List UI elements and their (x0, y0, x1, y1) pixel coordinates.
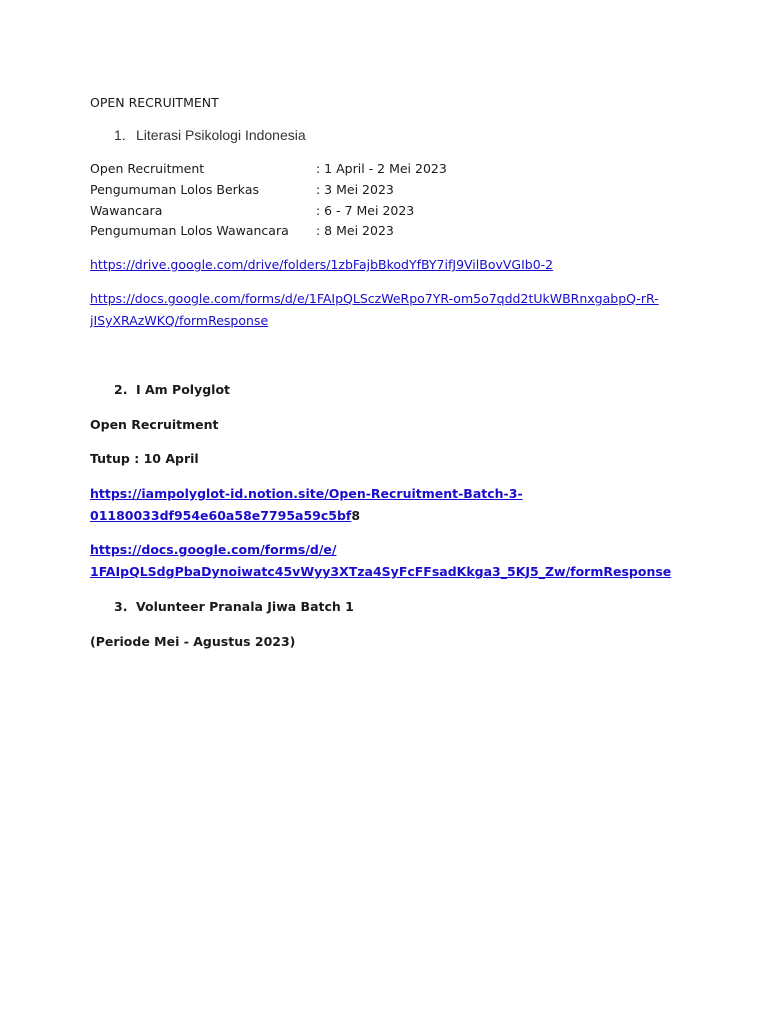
schedule-value: : 8 Mei 2023 (316, 223, 394, 238)
notion-link-line2[interactable]: 01180033df954e60a58e7795a59c5bf (90, 508, 352, 523)
section-3-title: Volunteer Pranala Jiwa Batch 1 (136, 599, 354, 614)
section-3-period: (Periode Mei - Agustus 2023) (90, 634, 296, 649)
section-3-title-row (114, 599, 354, 615)
notion-link-container (90, 483, 690, 527)
drive-folder-link[interactable]: https://drive.google.com/drive/folders/1zbFajbBkodYfBY7ifJ9VilBovVGIb0-2 (90, 257, 554, 272)
schedule-label: Pengumuman Lolos Berkas (90, 182, 259, 197)
lpi-form-link-line2[interactable]: jISyXRAzWKQ/formResponse (90, 313, 269, 328)
section-2-deadline: Tutup : 10 April (90, 451, 199, 466)
schedule-value: : 3 Mei 2023 (316, 182, 394, 197)
section-3-number: 3. (114, 599, 128, 614)
section-1-title: Literasi Psikologi Indonesia (136, 127, 306, 143)
drive-link-container (90, 254, 690, 276)
page-heading: OPEN RECRUITMENT (90, 95, 219, 110)
form-link-container (90, 288, 690, 332)
section-2-number: 2. (114, 382, 128, 397)
schedule-label: Pengumuman Lolos Wawancara (90, 223, 289, 238)
lpi-form-link-line1[interactable]: https://docs.google.com/forms/d/e/1FAIpQLSczWeRpo7YR-om5o7qdd2tUkWBRnxgabpQ-rR- (90, 291, 659, 306)
schedule-label: Wawancara (90, 203, 163, 218)
schedule-value: : 1 April - 2 Mei 2023 (316, 161, 447, 176)
polyglot-form-link-container (90, 539, 690, 583)
polyglot-form-link-line2[interactable]: 1FAIpQLSdgPbaDynoiwatc45vWyy3XTza4SyFcFFsadKkga3_5KJ5_Zw/formResponse (90, 564, 672, 579)
section-2-title: I Am Polyglot (136, 382, 231, 397)
section-2-subtitle: Open Recruitment (90, 417, 219, 432)
notion-link-line1[interactable]: https://iampolyglot-id.notion.site/Open-Recruitment-Batch-3- (90, 486, 523, 501)
notion-link-suffix: 8 (351, 508, 361, 523)
section-1-title-row (114, 127, 306, 143)
section-1-number: 1. (114, 127, 126, 143)
section-2-title-row (114, 382, 230, 398)
schedule-label: Open Recruitment (90, 161, 205, 176)
schedule-value: : 6 - 7 Mei 2023 (316, 203, 415, 218)
polyglot-form-link-line1[interactable]: https://docs.google.com/forms/d/e/ (90, 542, 337, 557)
